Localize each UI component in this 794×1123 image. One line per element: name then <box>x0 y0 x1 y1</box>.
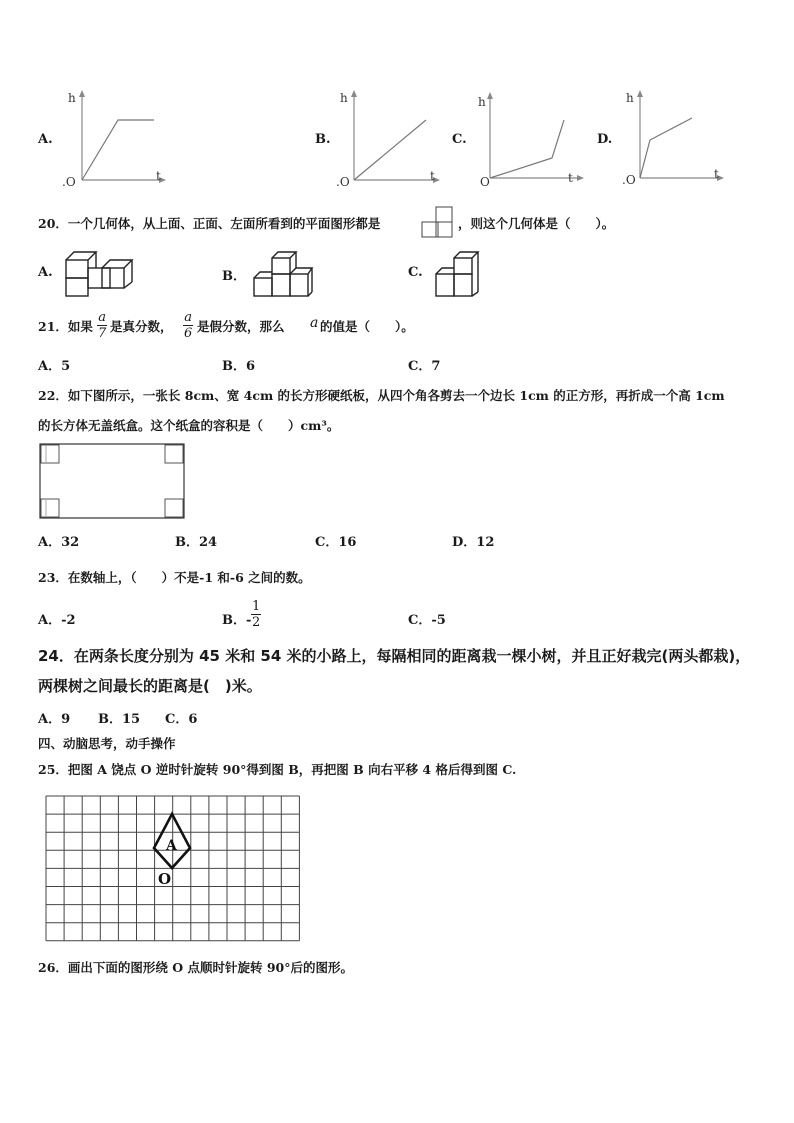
q21-part1: 21．如果 <box>38 319 93 334</box>
q24-option-a: A．9 <box>38 712 71 727</box>
q21-fraction-1 <box>97 310 107 341</box>
q21-frac2-denominator: 6 <box>184 326 193 341</box>
q19-c-o-label: O <box>480 175 490 189</box>
q22-line1: 22．如下图所示，一张长 8cm、宽 4cm 的长方形硬纸板，从四个角各剪去一个边长 1cm 的正方形，再折成一个高 1cm <box>38 388 725 403</box>
q25-text: 25．把图 A 饶点 O 逆时针旋转 90°得到图 B，再把图 B 向右平移 4 格后得到图 C. <box>38 762 517 777</box>
q20-text-after: ，则这个几何体是（ ）。 <box>458 216 615 231</box>
q22-line2: 的长方体无盖纸盒。这个纸盒的容积是（ ）cm³。 <box>38 418 340 433</box>
q23-option-c: C．-5 <box>408 613 446 628</box>
q20-option-b-label: B． <box>222 269 246 284</box>
q19-option-a-label: A. <box>38 132 53 147</box>
q19-d-t-label: t <box>714 167 719 181</box>
q21-part2: 是真分数， <box>110 319 173 334</box>
q19-d-o-label: .O <box>622 173 636 187</box>
q19-b-o-label: .O <box>336 175 350 189</box>
q21-part4: 的值是（ ）。 <box>320 319 414 334</box>
q25-point-label: O <box>158 870 172 888</box>
q19-a-o-label: .O <box>62 175 76 189</box>
q21-frac1-numerator: a <box>98 310 107 325</box>
q25-shape-label: A <box>166 838 177 854</box>
q23-text: 23．在数轴上，（ ）不是-1 和-6 之间的数。 <box>38 570 311 585</box>
q23-option-a: A．-2 <box>38 613 76 628</box>
q19-c-t-label: t <box>568 171 573 185</box>
q22-option-b: B．24 <box>175 535 218 550</box>
q26-text: 26．画出下面的图形绕 O 点顺时针旋转 90°后的图形。 <box>38 960 353 975</box>
q21-part3: 是假分数，那么 <box>197 319 285 334</box>
q24-line2: 两棵树之间最长的距离是( )米。 <box>38 677 262 695</box>
section-4-title: 四、动脑思考，动手操作 <box>38 736 176 751</box>
q20-view-figure <box>420 205 456 239</box>
q22-option-d: D．12 <box>452 535 495 550</box>
q22-cardboard-figure <box>38 442 188 522</box>
q20-option-c-label: C. <box>408 265 423 280</box>
q24-line1: 24．在两条长度分别为 45 米和 54 米的小路上，每隔相同的距离栽一棵小树，并且正好栽完(两头都栽)， <box>38 647 751 665</box>
q24-option-b: B．15 <box>98 712 141 727</box>
q21-option-a: A．5 <box>38 359 71 374</box>
q19-graph-c <box>476 90 586 190</box>
q19-option-d-label: D. <box>597 132 613 147</box>
q19-a-t-label: t <box>156 169 161 183</box>
q23-option-b-prefix: B．- <box>222 613 252 628</box>
q23-option-b-fraction <box>251 599 261 630</box>
q19-b-t-label: t <box>430 169 435 183</box>
q19-a-h-label: h <box>68 91 76 105</box>
q19-b-h-label: h <box>340 91 348 105</box>
q19-graph-a <box>60 88 170 188</box>
q19-graph-b <box>336 88 446 188</box>
q21-option-c: C．7 <box>408 359 441 374</box>
q21-fraction-2 <box>183 310 193 341</box>
q19-d-h-label: h <box>626 91 634 105</box>
q24-option-c: C．6 <box>165 712 198 727</box>
q21-frac1-denominator: 7 <box>98 326 107 341</box>
q23-frac-denominator: 2 <box>252 615 261 630</box>
q19-graph-d <box>622 88 732 188</box>
q25-grid-figure <box>44 794 300 942</box>
q19-option-b-label: B. <box>315 132 331 147</box>
q20-text-before: 20．一个几何体，从上面、正面、左面所看到的平面图形都是 <box>38 216 381 231</box>
q21-frac2-numerator: a <box>184 310 193 325</box>
q23-frac-numerator: 1 <box>252 599 261 614</box>
q20-option-a-label: A. <box>38 265 53 280</box>
q22-option-a: A．32 <box>38 535 80 550</box>
q19-option-c-label: C. <box>452 132 467 147</box>
q21-variable: a <box>310 315 319 331</box>
q19-c-h-label: h <box>478 95 486 109</box>
q20-option-c-cubes <box>434 248 486 300</box>
q21-option-b: B．6 <box>222 359 256 374</box>
q22-option-c: C．16 <box>315 535 357 550</box>
q20-option-a-cubes <box>64 248 134 300</box>
q20-option-b-cubes <box>252 248 314 300</box>
